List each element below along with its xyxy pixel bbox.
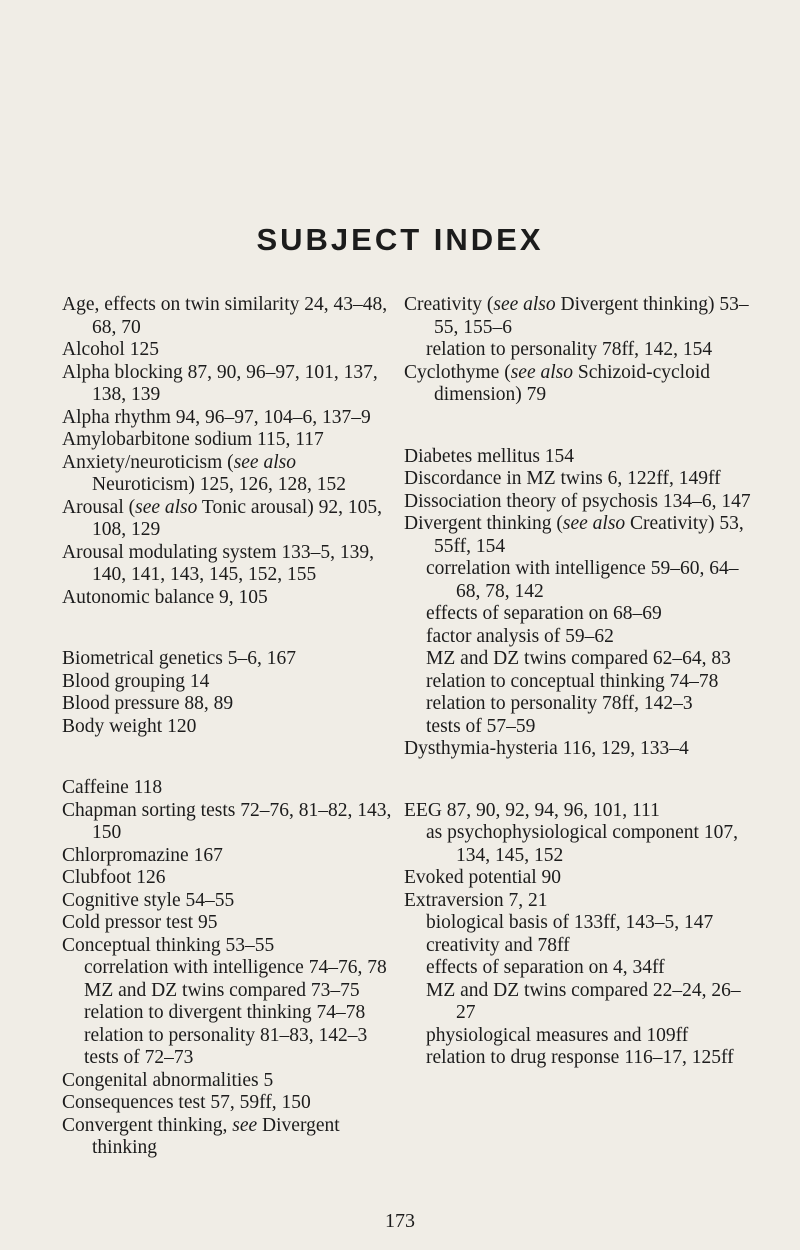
entry-italic: see also (493, 294, 556, 315)
section-gap (404, 407, 756, 446)
page-number: 173 (385, 1210, 415, 1232)
index-entry (62, 452, 402, 497)
index-entry: Conceptual thinking 53–55 (62, 934, 275, 956)
index-entry: Blood pressure 88, 89 (62, 693, 234, 714)
index-entry: Blood grouping 14 (62, 670, 210, 692)
index-subentry: MZ and DZ twins compared 73–75 (84, 979, 360, 1001)
index-subentry: relation to personality 81–83, 142–3 (84, 1024, 368, 1046)
entry-text: Cyclothyme ( (404, 361, 511, 383)
index-subentry: relation to drug response 116–17, 125ff (426, 1047, 734, 1068)
entry-text: Convergent thinking, (62, 1114, 233, 1136)
index-entry (404, 294, 756, 339)
index-entry: Congenital abnormalities 5 (62, 1069, 274, 1091)
index-column-right (404, 294, 756, 1070)
index-entry: Alpha blocking 87, 90, 96–97, 101, 137, 138, 139 (62, 361, 378, 405)
index-entry: Dysthymia-hysteria 116, 129, 133–4 (404, 738, 689, 759)
index-entry: Diabetes mellitus 154 (404, 445, 575, 467)
index-entry: Clubfoot 126 (62, 867, 166, 888)
index-entry: EEG 87, 90, 92, 94, 96, 101, 111 (404, 799, 660, 821)
index-subentry: correlation with intelligence 59–60, 64–68, 78, 142 (426, 558, 739, 602)
index-column-left (62, 294, 402, 1160)
index-subentry: effects of separation on 68–69 (426, 603, 662, 624)
index-subentry: creativity and 78ff (426, 934, 570, 956)
entry-italic: see also (510, 361, 573, 383)
entry-text: Creativity) 53, 55ff, 154 (434, 513, 744, 557)
entry-text: Neuroticism) 125, 126, 128, 152 (92, 474, 347, 495)
section-gap (62, 738, 402, 777)
index-entry: Alcohol 125 (62, 339, 159, 360)
entry-italic: see also (562, 513, 626, 534)
index-entry: Cold pressor test 95 (62, 912, 218, 933)
index-entry: Age, effects on twin similarity 24, 43–48, 68, 70 (62, 294, 388, 338)
index-entry: Cognitive style 54–55 (62, 889, 235, 911)
index-subentry: physiological measures and 109ff (426, 1024, 689, 1046)
section-gap (62, 609, 402, 648)
index-entry: Extraversion 7, 21 (404, 889, 548, 911)
index-entry: Caffeine 118 (62, 777, 163, 798)
entry-text: Anxiety/neuroticism ( (62, 451, 234, 473)
index-entry: Discordance in MZ twins 6, 122ff, 149ff (404, 468, 721, 489)
index-subentry: MZ and DZ twins compared 62–64, 83 (426, 648, 731, 669)
index-subentry: factor analysis of 59–62 (426, 625, 614, 647)
index-subentry: tests of 72–73 (84, 1047, 194, 1068)
section-gap (404, 761, 756, 800)
index-subentry: effects of separation on 4, 34ff (426, 957, 665, 978)
index-entry: Body weight 120 (62, 715, 197, 737)
index-entry: Chlorpromazine 167 (62, 844, 223, 866)
entry-text: Divergent thinking) 53–55, 155–6 (434, 294, 749, 338)
entry-text: Divergent thinking ( (404, 513, 563, 534)
index-entry: Biometrical genetics 5–6, 167 (62, 648, 296, 669)
index-subentry: MZ and DZ twins compared 22–24, 26–27 (426, 979, 741, 1023)
index-subentry: as psychophysiological component 107, 134, 145, 152 (426, 822, 738, 866)
index-entry: Amylobarbitone sodium 115, 117 (62, 429, 324, 450)
index-subentry: relation to divergent thinking 74–78 (84, 1002, 366, 1023)
index-entry: Chapman sorting tests 72–76, 81–82, 143, 150 (62, 799, 392, 843)
entry-text: Creativity ( (404, 294, 494, 315)
index-entry: Autonomic balance 9, 105 (62, 586, 268, 608)
index-entry (62, 497, 402, 542)
index-entry: Dissociation theory of psychosis 134–6, 147 (404, 490, 751, 512)
index-entry: Alpha rhythm 94, 96–97, 104–6, 137–9 (62, 406, 371, 428)
entry-text: Schizoid-cycloid dimension) 79 (434, 361, 710, 405)
index-subentry: tests of 57–59 (426, 715, 536, 737)
index-entry: Consequences test 57, 59ff, 150 (62, 1092, 311, 1113)
index-subentry: biological basis of 133ff, 143–5, 147 (426, 912, 714, 933)
entry-italic: see (232, 1114, 258, 1136)
index-entry (404, 513, 756, 558)
index-entry (62, 1115, 402, 1160)
entry-italic: see also (233, 451, 296, 473)
index-entry: Arousal modulating system 133–5, 139, 140, 141, 143, 145, 152, 155 (62, 541, 374, 585)
entry-italic: see also (135, 496, 198, 518)
index-subentry: relation to personality 78ff, 142–3 (426, 693, 693, 714)
index-subentry: relation to conceptual thinking 74–78 (426, 670, 719, 692)
index-subentry: relation to personality 78ff, 142, 154 (426, 339, 713, 360)
index-subentry: correlation with intelligence 74–76, 78 (84, 957, 387, 978)
index-entry (404, 362, 756, 407)
entry-text: Divergent thinking (92, 1114, 340, 1158)
entry-text: Tonic arousal) 92, 105, 108, 129 (92, 496, 382, 540)
entry-text: Arousal ( (62, 496, 136, 518)
page-title: SUBJECT INDEX (256, 222, 544, 257)
index-entry: Evoked potential 90 (404, 867, 562, 888)
